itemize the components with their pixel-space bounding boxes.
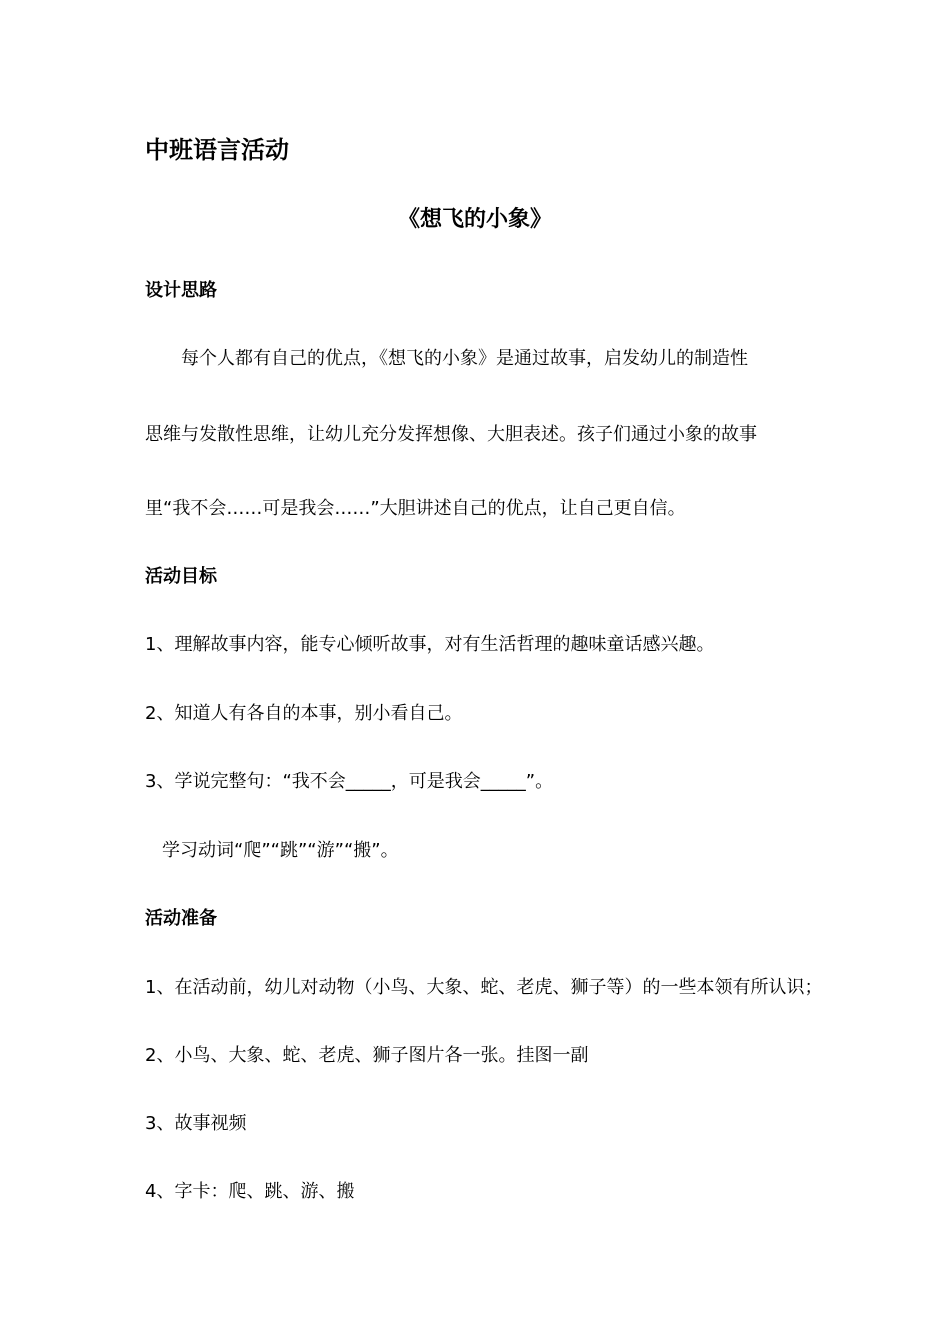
document-title: 中班语言活动 bbox=[145, 136, 289, 164]
list-item: 1、理解故事内容，能专心倾听故事，对有生活哲理的趣味童话感兴趣。 bbox=[145, 634, 715, 655]
list-item: 2、知道人有各自的本事，别小看自己。 bbox=[145, 703, 463, 724]
list-item: 2、小鸟、大象、蛇、老虎、狮子图片各一张。挂图一副 bbox=[145, 1045, 589, 1066]
paragraph-line: 里“我不会……可是我会……”大胆讲述自己的优点，让自己更自信。 bbox=[145, 498, 686, 519]
list-item-continuation: 学习动词“爬”“跳”“游”“搬”。 bbox=[162, 840, 399, 861]
list-item: 1、在活动前，幼儿对动物（小鸟、大象、蛇、老虎、狮子等）的一些本领有所认识； bbox=[145, 977, 823, 998]
list-item: 3、学说完整句：“我不会_____，可是我会_____”。 bbox=[145, 771, 554, 792]
list-item: 4、字卡：爬、跳、游、搬 bbox=[145, 1181, 355, 1202]
section-heading-goals: 活动目标 bbox=[145, 566, 217, 587]
paragraph-line: 思维与发散性思维，让幼儿充分发挥想像、大胆表述。孩子们通过小象的故事 bbox=[145, 424, 757, 445]
list-item: 3、故事视频 bbox=[145, 1113, 247, 1134]
story-title: 《想飞的小象》 bbox=[397, 207, 552, 232]
section-heading-design: 设计思路 bbox=[145, 280, 217, 301]
section-heading-preparation: 活动准备 bbox=[145, 908, 217, 929]
paragraph-line: 每个人都有自己的优点，《想飞的小象》是通过故事，启发幼儿的制造性 bbox=[181, 348, 748, 369]
